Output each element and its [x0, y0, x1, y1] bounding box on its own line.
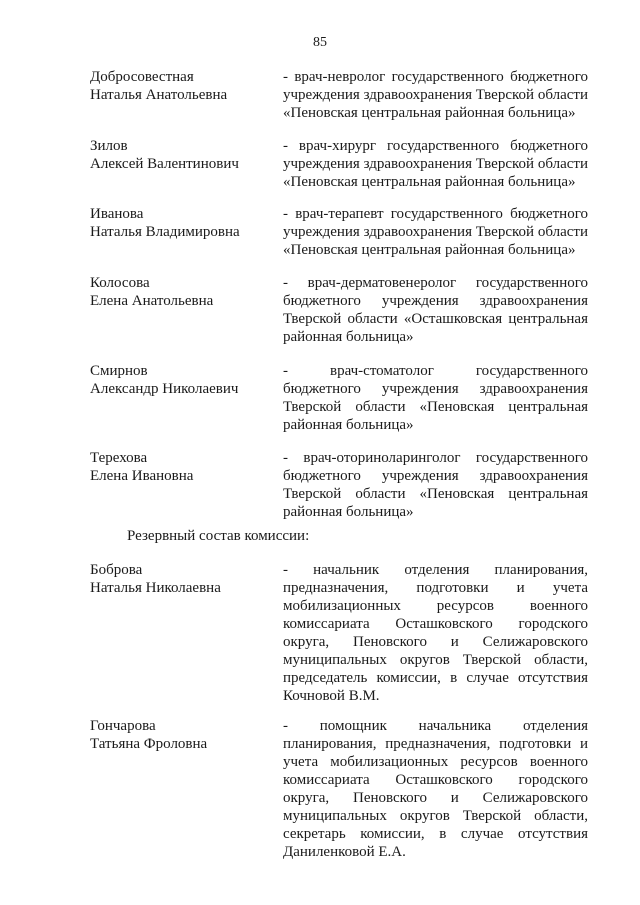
- member-given-names: Татьяна Фроловна: [90, 736, 208, 752]
- member-name: [90, 68, 270, 104]
- member-surname: Боброва: [90, 562, 143, 578]
- role-line: районная больница»: [283, 329, 414, 345]
- role-line: бюджетного учреждения здравоохранения: [283, 293, 588, 309]
- member-name: [90, 449, 270, 485]
- member-role: [283, 362, 588, 434]
- member-name: [90, 561, 270, 597]
- member-given-names: Елена Ивановна: [90, 468, 194, 484]
- role-line: планирования, предназначения, подготовки и: [283, 736, 588, 752]
- member-name: [90, 205, 270, 241]
- member-role: [283, 561, 588, 705]
- role-line: Тверской области «Пеновская центральная: [283, 486, 588, 502]
- member-role: [283, 205, 588, 259]
- role-line: «Пеновская центральная районная больница»: [283, 242, 576, 258]
- role-line: бюджетного учреждения здравоохранения: [283, 468, 588, 484]
- member-given-names: Наталья Владимировна: [90, 224, 240, 240]
- role-line: учреждения здравоохранения Тверской области: [283, 224, 588, 240]
- role-line: районная больница»: [283, 417, 414, 433]
- role-line: - врач-терапевт государственного бюджетного: [283, 206, 588, 222]
- role-line: «Пеновская центральная районная больница»: [283, 174, 576, 190]
- member-name: [90, 137, 270, 173]
- role-line: Тверской области «Осташковская центральная: [283, 311, 588, 327]
- member-given-names: Елена Анатольевна: [90, 293, 214, 309]
- member-surname: Зилов: [90, 138, 128, 154]
- role-line: Тверской области «Пеновская центральная: [283, 399, 588, 415]
- role-line: комиссариата Осташковского городского: [283, 772, 588, 788]
- role-line: муниципальных округов Тверской области,: [283, 652, 588, 668]
- member-given-names: Алексей Валентинович: [90, 156, 239, 172]
- member-name: [90, 362, 270, 398]
- member-name: [90, 717, 270, 753]
- reserve-heading: Резервный состав комиссии:: [127, 528, 310, 544]
- role-line: округа, Пеновского и Селижаровского: [283, 790, 588, 806]
- member-role: [283, 717, 588, 861]
- role-line: учреждения здравоохранения Тверской области: [283, 156, 588, 172]
- member-given-names: Александр Николаевич: [90, 381, 239, 397]
- page-number: 85: [313, 35, 327, 50]
- role-line: председатель комиссии, в случае отсутствия: [283, 670, 588, 686]
- member-role: [283, 68, 588, 122]
- role-line: муниципальных округов Тверской области,: [283, 808, 588, 824]
- role-line: - помощник начальника отделения: [283, 718, 588, 734]
- role-line: - врач-оториноларинголог государственного: [283, 450, 588, 466]
- member-surname: Добросовестная: [90, 69, 194, 85]
- member-surname: Колосова: [90, 275, 150, 291]
- role-line: - врач-хирург государственного бюджетного: [283, 138, 588, 154]
- member-surname: Иванова: [90, 206, 144, 222]
- role-line: - врач-стоматолог государственного: [283, 363, 588, 379]
- role-line: Даниленковой Е.А.: [283, 844, 406, 860]
- member-surname: Гончарова: [90, 718, 156, 734]
- role-line: секретарь комиссии, в случае отсутствия: [283, 826, 588, 842]
- member-surname: Смирнов: [90, 363, 148, 379]
- member-role: [283, 449, 588, 521]
- role-line: - врач-невролог государственного бюджетного: [283, 69, 588, 85]
- role-line: - врач-дерматовенеролог государственного: [283, 275, 588, 291]
- role-line: - начальник отделения планирования,: [283, 562, 588, 578]
- role-line: округа, Пеновского и Селижаровского: [283, 634, 588, 650]
- role-line: «Пеновская центральная районная больница»: [283, 105, 576, 121]
- role-line: учета мобилизационных ресурсов военного: [283, 754, 588, 770]
- member-given-names: Наталья Николаевна: [90, 580, 221, 596]
- role-line: бюджетного учреждения здравоохранения: [283, 381, 588, 397]
- member-role: [283, 137, 588, 191]
- role-line: мобилизационных ресурсов военного: [283, 598, 588, 614]
- role-line: районная больница»: [283, 504, 414, 520]
- role-line: учреждения здравоохранения Тверской области: [283, 87, 588, 103]
- member-given-names: Наталья Анатольевна: [90, 87, 228, 103]
- role-line: предназначения, подготовки и учета: [283, 580, 588, 596]
- member-name: [90, 274, 270, 310]
- member-role: [283, 274, 588, 346]
- member-surname: Терехова: [90, 450, 148, 466]
- role-line: комиссариата Осташковского городского: [283, 616, 588, 632]
- role-line: Кочновой В.М.: [283, 688, 380, 704]
